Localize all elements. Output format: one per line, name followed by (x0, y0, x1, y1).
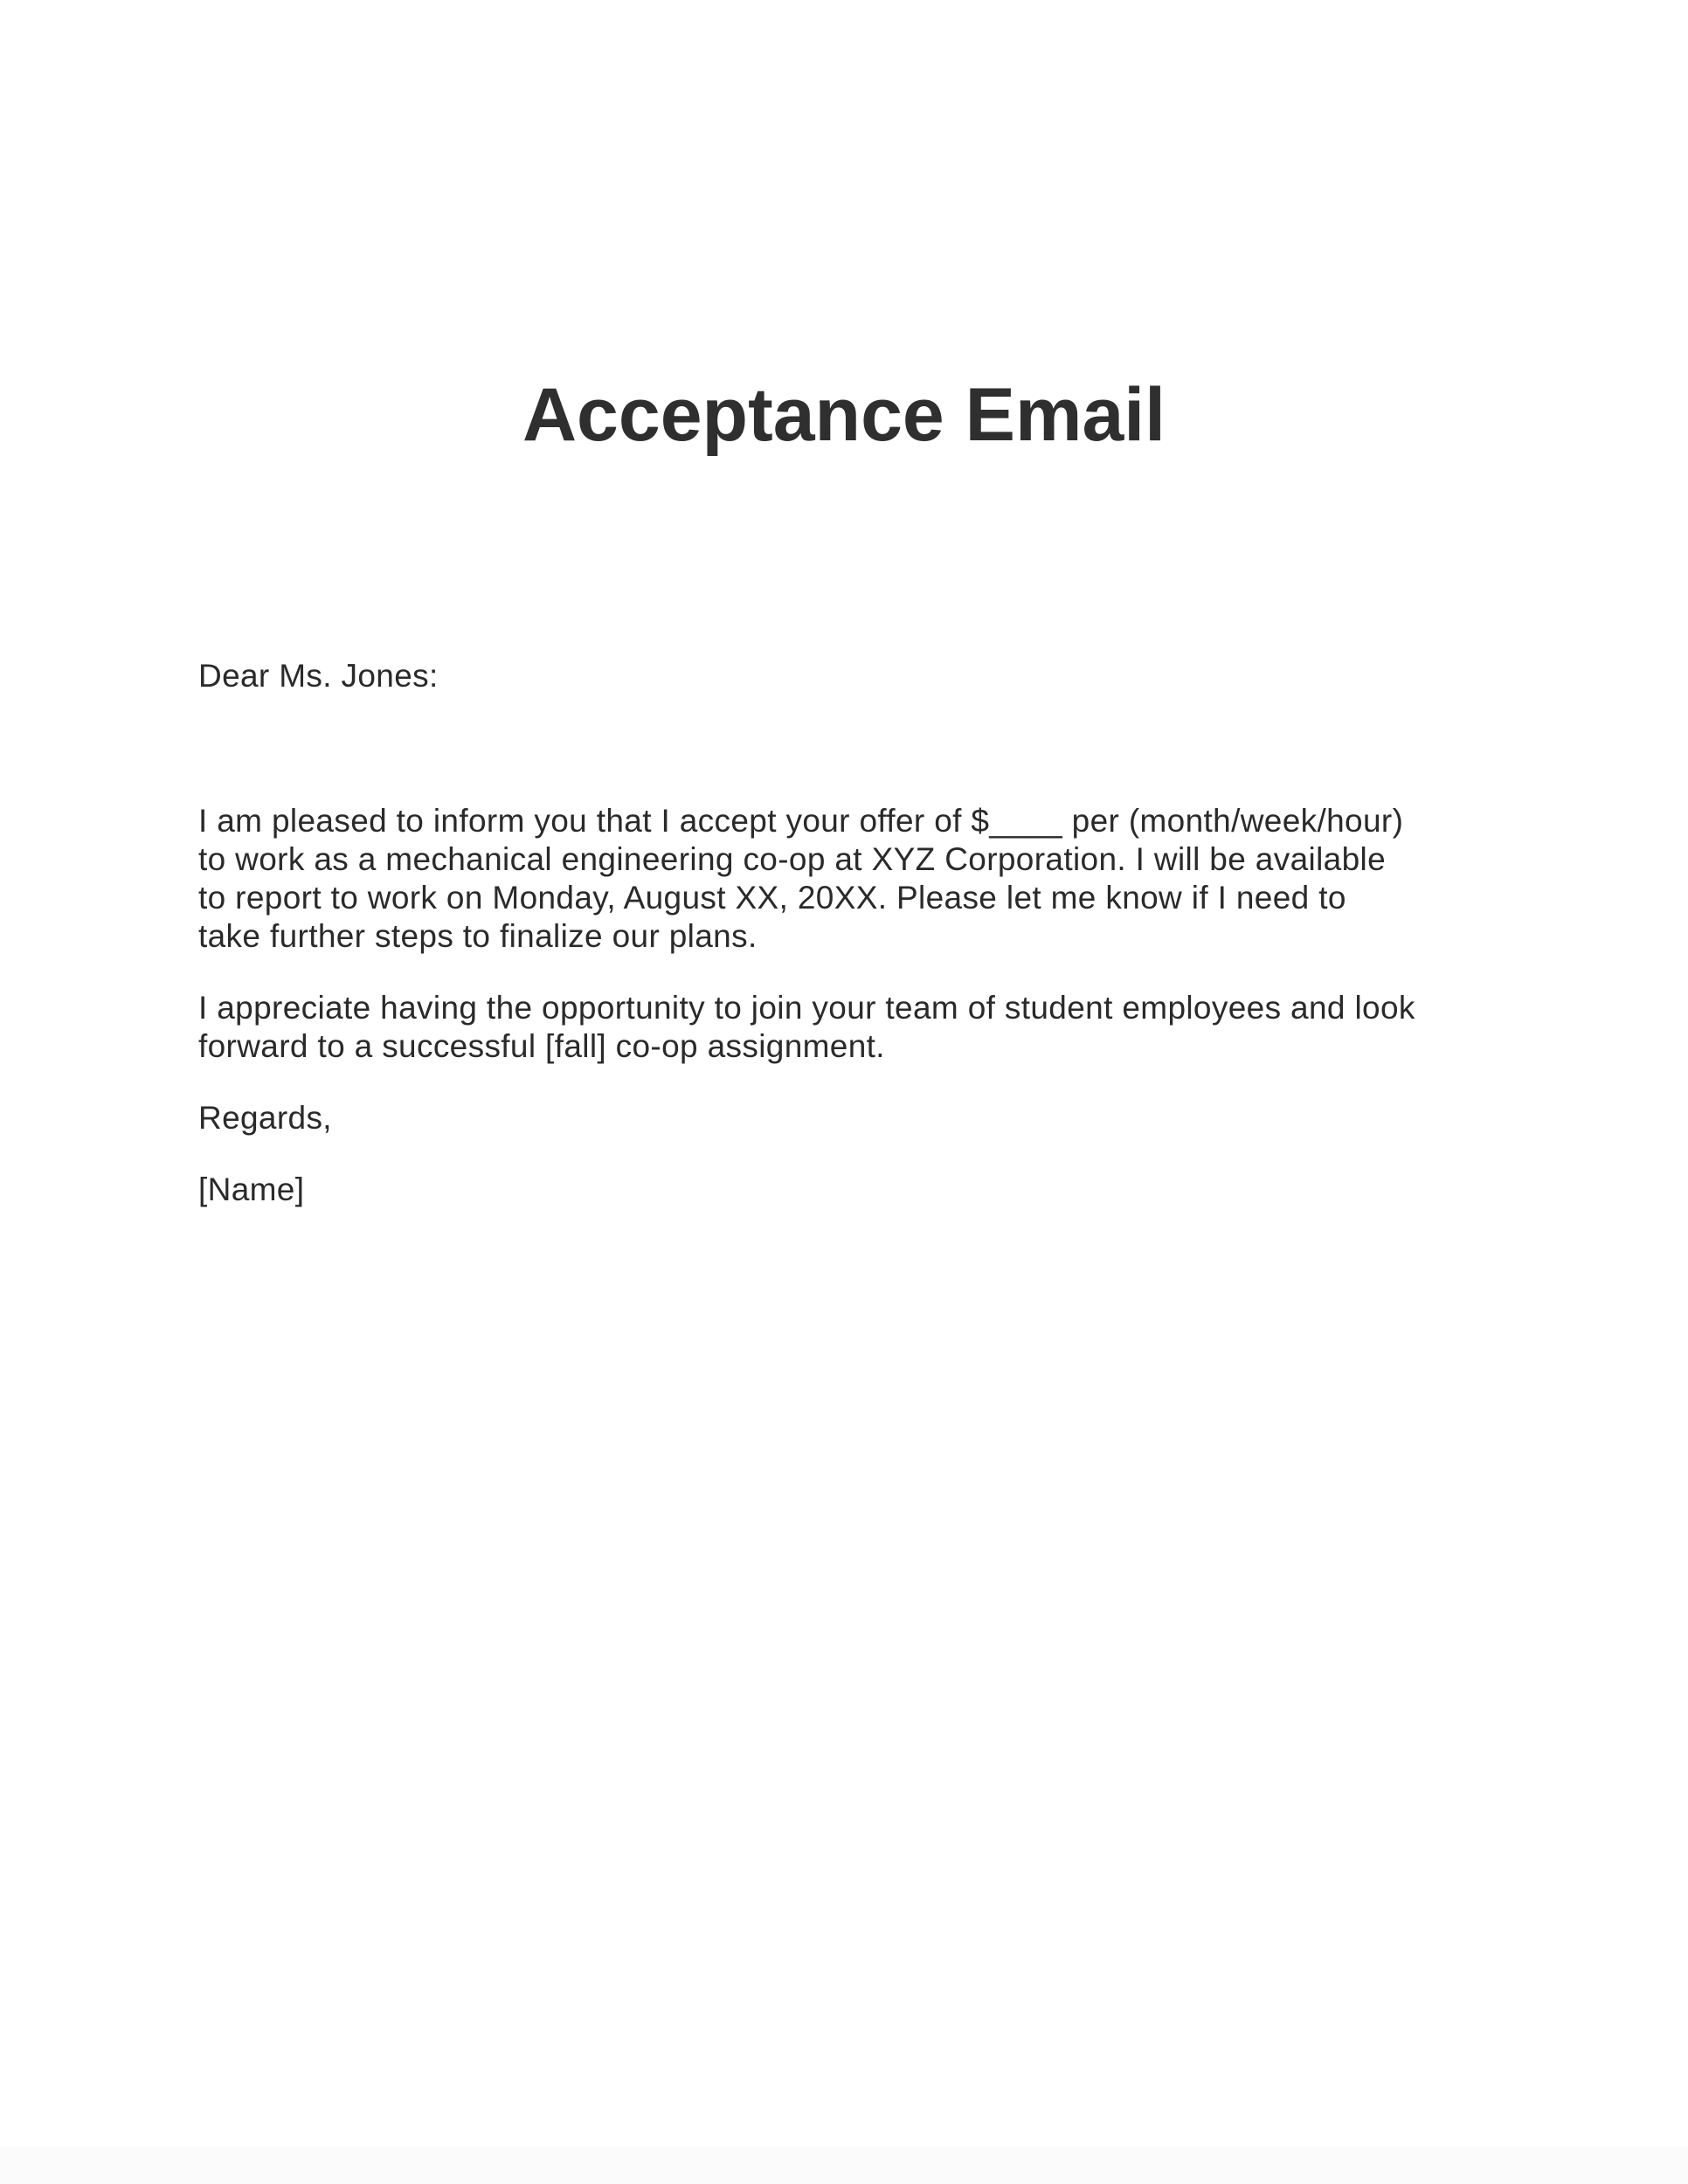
paragraph-line: to work as a mechanical engineering co-op at XYZ Corporation. I will be available (198, 841, 1386, 877)
document-title: Acceptance Email (522, 373, 1166, 457)
closing: Regards, (198, 1100, 332, 1136)
email-body (198, 657, 1500, 1209)
paragraph-line: take further steps to finalize our plans. (198, 918, 758, 954)
paragraph-line: forward to a successful [fall] co-op assignment. (198, 1028, 885, 1064)
paragraph-line: I am pleased to inform you that I accept your offer of $____ per (month/week/hour) (198, 803, 1404, 839)
page-footer-strip (0, 2147, 1688, 2184)
signature: [Name] (198, 1171, 305, 1207)
acceptance-paragraph (198, 802, 1500, 956)
greeting: Dear Ms. Jones: (198, 658, 439, 694)
appreciation-paragraph (198, 989, 1500, 1066)
paragraph-line: I appreciate having the opportunity to join your team of student employees and look (198, 990, 1415, 1026)
paragraph-line: to report to work on Monday, August XX, 20XX. Please let me know if I need to (198, 880, 1346, 916)
